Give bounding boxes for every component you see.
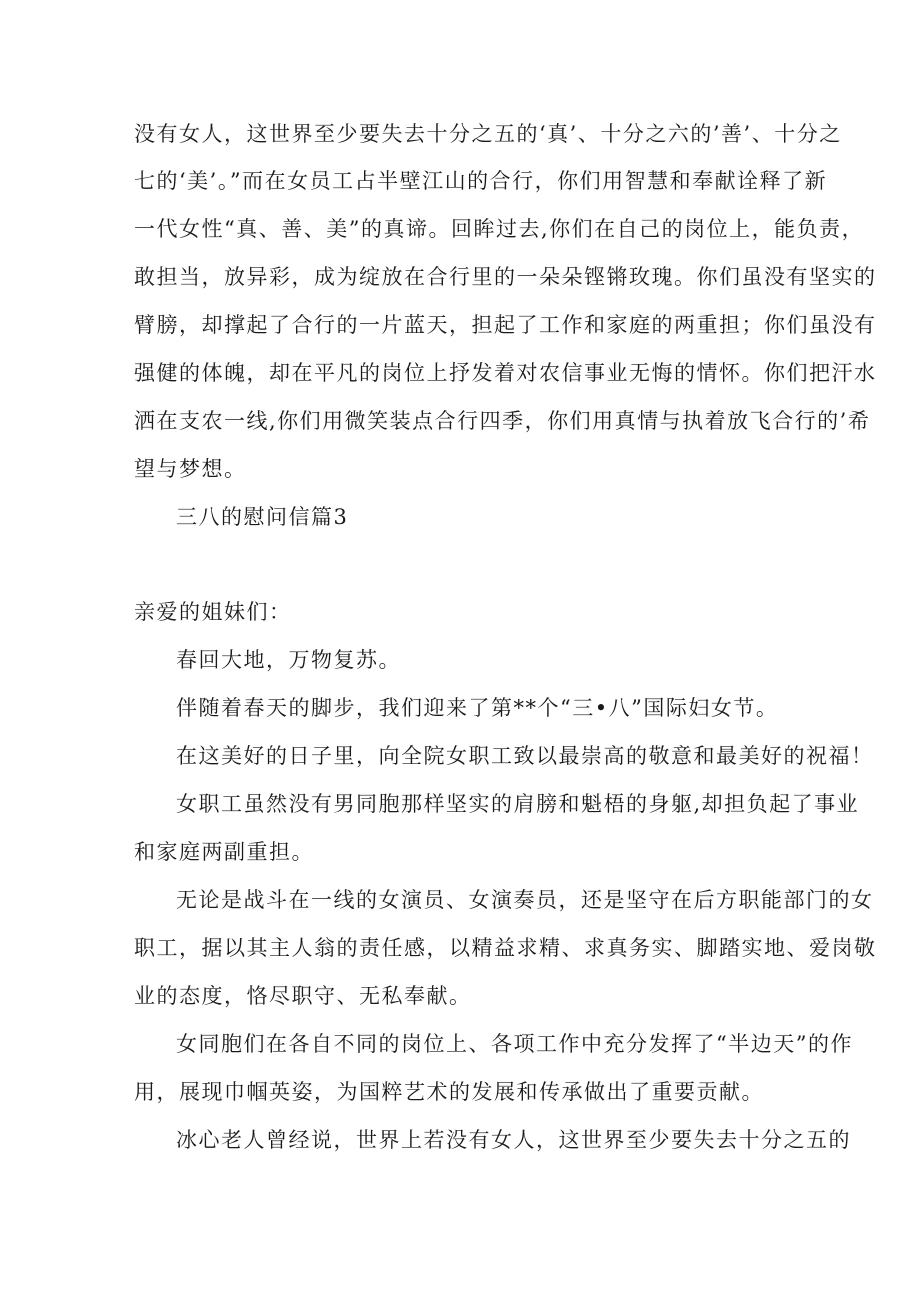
text-line: 女同胞们在各自不同的岗位上、各项工作中充分发挥了“半边天”的作 bbox=[176, 1032, 853, 1056]
salutation: 亲爱的姐妹们： bbox=[134, 600, 292, 624]
text-line: 职工，据以其主人翁的责任感，以精益求精、求真务实、脚踏实地、爱岗敬 bbox=[134, 936, 877, 960]
paragraph: 伴随着春天的脚步，我们迎来了第**个“三•八”国际妇女节。 bbox=[176, 696, 779, 720]
text-line: 没有女人，这世界至少要失去十分之五的‘真’、十分之六的’善’、十分之 bbox=[134, 122, 842, 146]
text-line: 敢担当，放异彩，成为绽放在合行里的一朵朵铿锵玫瑰。你们虽没有坚实的 bbox=[134, 265, 877, 289]
text-line: 洒在支农一线,你们用微笑装点合行四季，你们用真情与执着放飞合行的’希 bbox=[134, 409, 871, 433]
text-line: 女职工虽然没有男同胞那样坚实的肩膀和魁梧的身躯,却担负起了事业 bbox=[176, 792, 860, 816]
text-line: 用，展现巾帼英姿，为国粹艺术的发展和传承做出了重要贡献。 bbox=[134, 1080, 764, 1104]
paragraph: 冰心老人曾经说，世界上若没有女人，这世界至少要失去十分之五的 bbox=[176, 1128, 851, 1152]
text-line: 和家庭两副重担。 bbox=[134, 840, 314, 864]
section-title: 三八的慰问信篇3 bbox=[176, 505, 349, 529]
text-line: 臂膀，却撑起了合行的一片蓝天，担起了工作和家庭的两重担；你们虽没有 bbox=[134, 313, 877, 337]
paragraph: 春回大地，万物复苏。 bbox=[176, 648, 401, 672]
text-line: 望与梦想。 bbox=[134, 457, 247, 481]
text-line: 业的态度，恪尽职守、无私奉献。 bbox=[134, 984, 472, 1008]
text-line: 强健的体魄，却在平凡的岗位上抒发着对农信事业无悔的情怀。你们把汗水 bbox=[134, 361, 877, 385]
paragraph: 在这美好的日子里，向全院女职工致以最崇高的敬意和最美好的祝福！ bbox=[176, 744, 874, 768]
text-line: 一代女性“真、善、美”的真谛。回眸过去,你们在自己的岗位上，能负责， bbox=[134, 217, 865, 241]
text-line: 无论是战斗在一线的女演员、女演奏员，还是坚守在后方职能部门的女 bbox=[176, 888, 874, 912]
text-line: 七的‘美’。”而在女员工占半壁江山的合行，你们用智慧和奉献诠释了新 bbox=[134, 169, 828, 193]
